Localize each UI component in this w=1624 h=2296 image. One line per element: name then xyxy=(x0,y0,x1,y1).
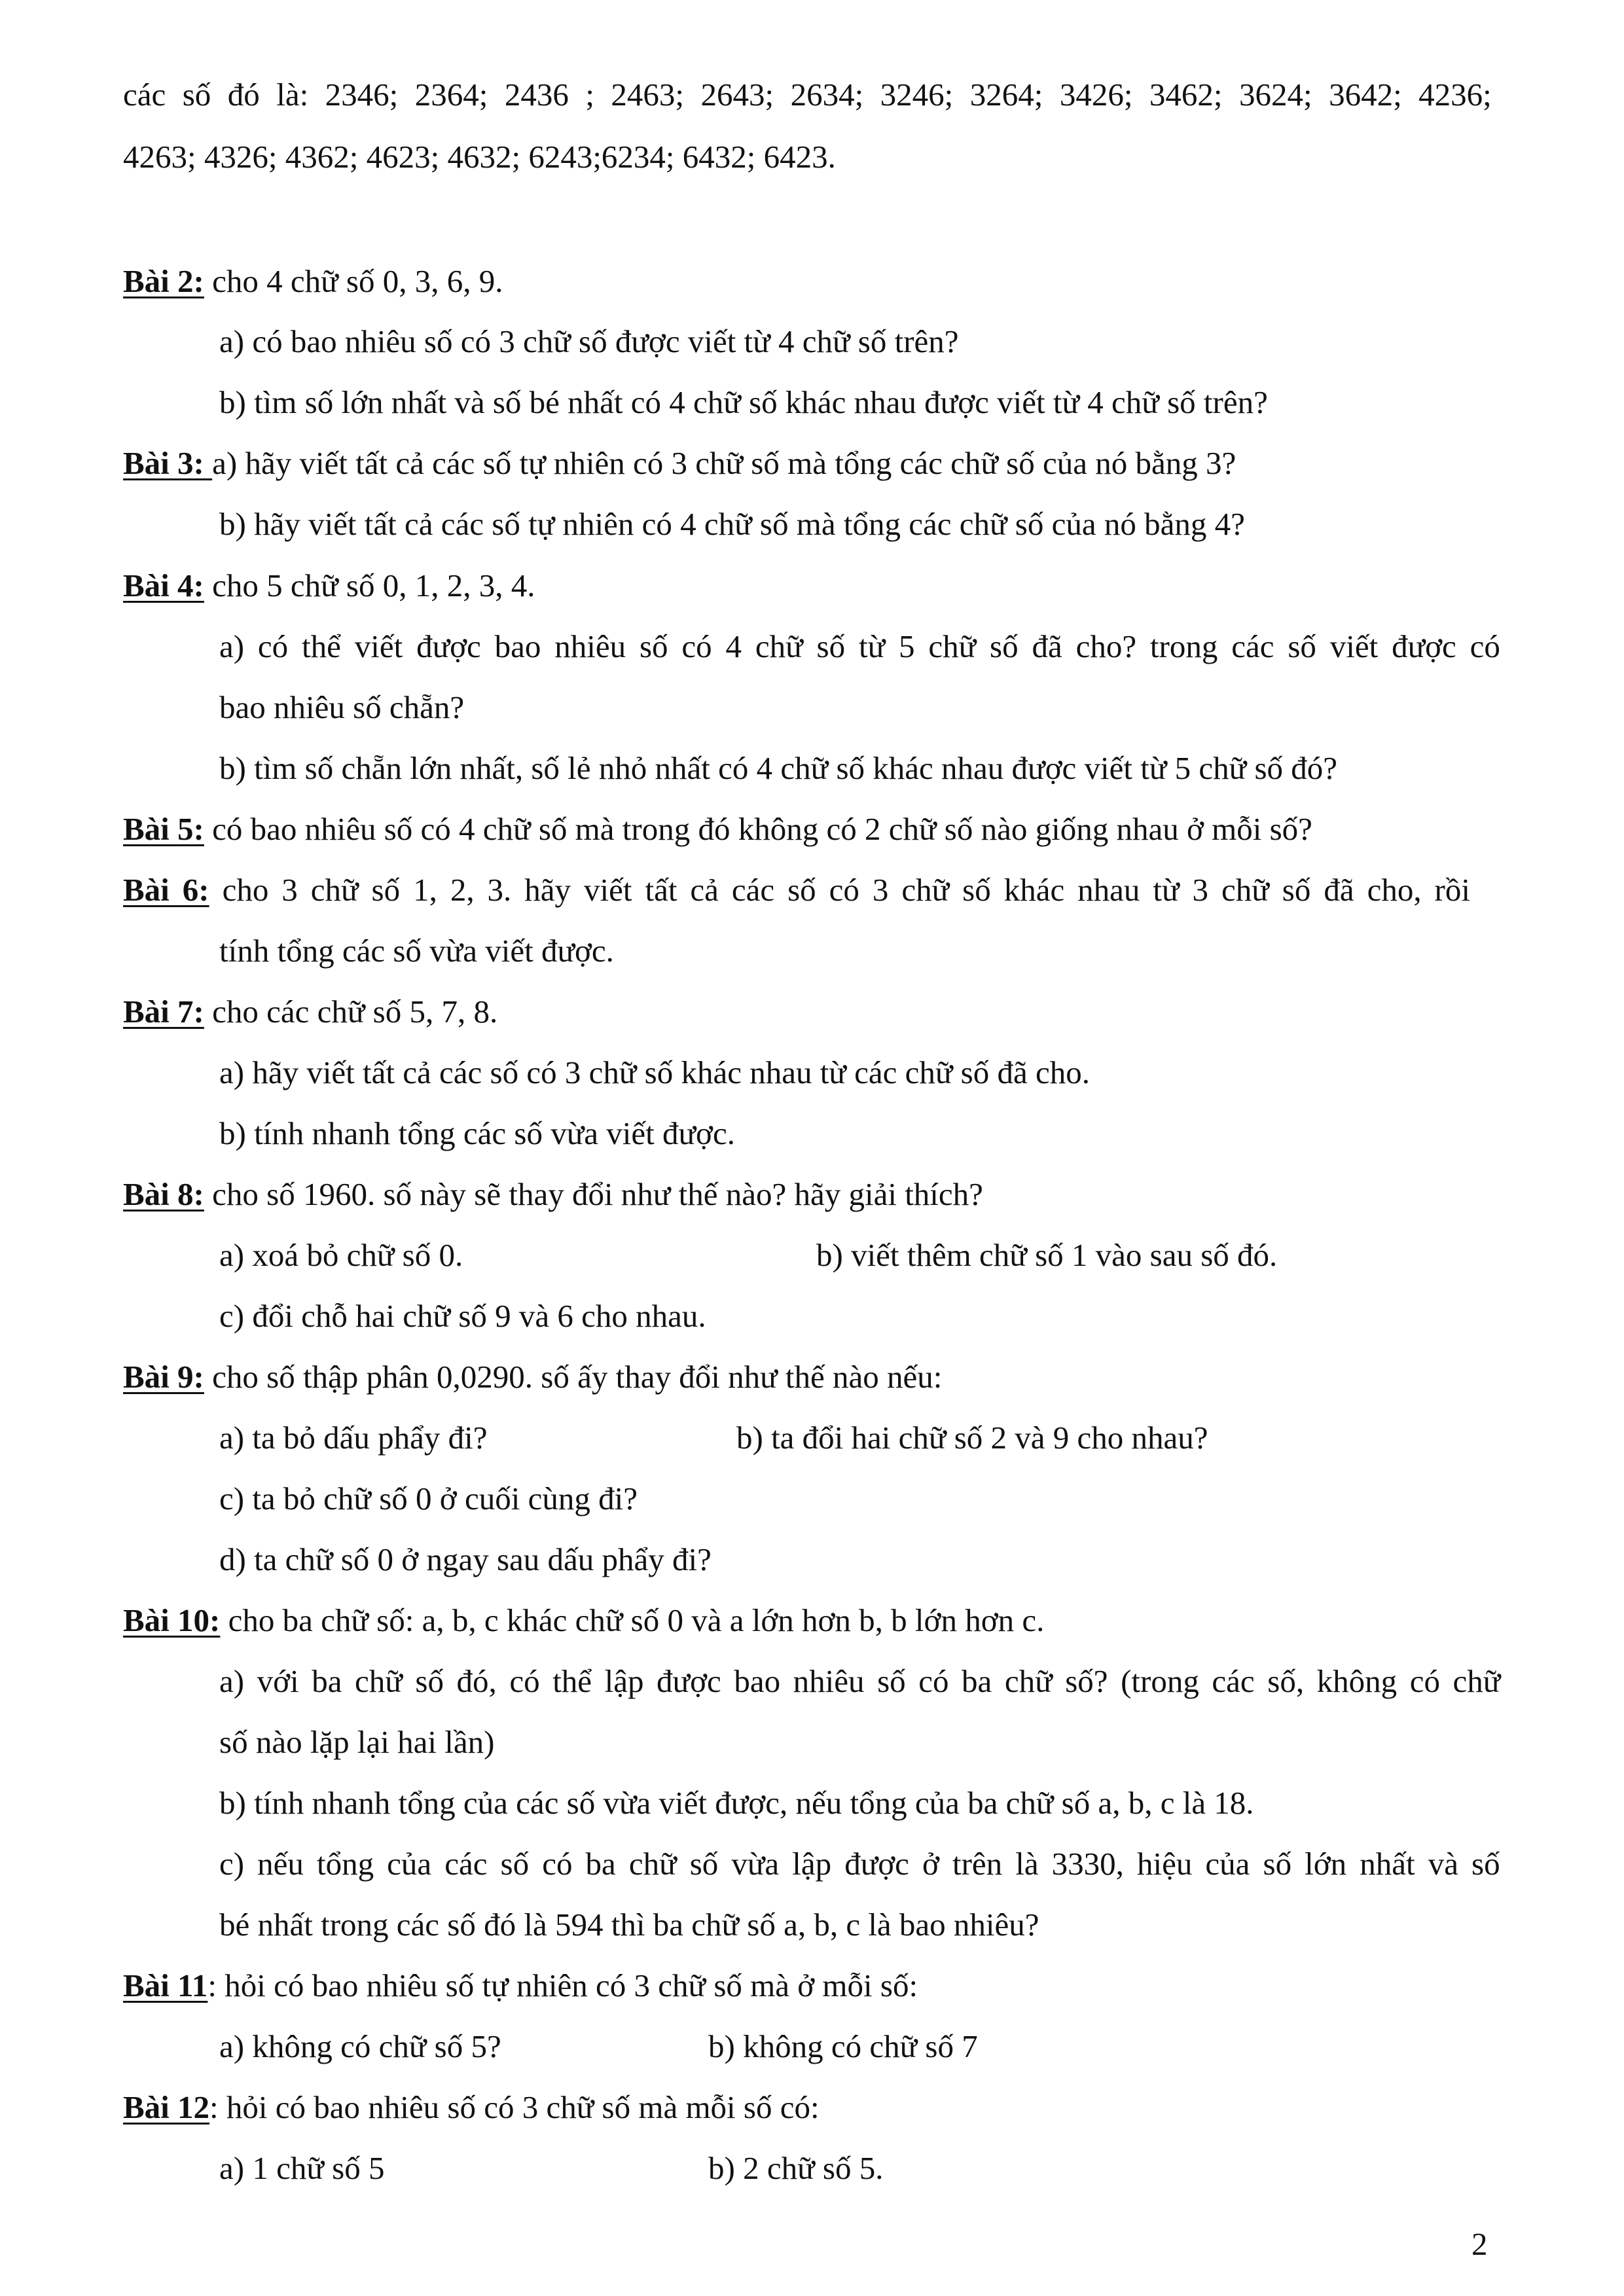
exercise-3-text: a) hãy viết tất cả các số tự nhiên có 3 chữ số mà tổng các chữ số của nó bằng 3? xyxy=(212,445,1236,481)
exercise-4-label: Bài 4: xyxy=(123,567,204,603)
exercise-2-text: cho 4 chữ số 0, 3, 6, 9. xyxy=(204,263,503,299)
exercise-10-label: Bài 10: xyxy=(123,1602,221,1638)
exercise-4-heading xyxy=(123,569,535,601)
exercise-7-part-a: a) hãy viết tất cả các số có 3 chữ số khác nhau từ các chữ số đã cho. xyxy=(219,1054,1090,1090)
exercise-11-text: : hỏi có bao nhiêu số tự nhiên có 3 chữ số mà ở mỗi số: xyxy=(208,1967,918,2003)
exercise-7-label: Bài 7: xyxy=(123,994,204,1030)
exercise-8-part-c: c) đổi chỗ hai chữ số 9 và 6 cho nhau. xyxy=(219,1298,706,1334)
exercise-4-part-a-line-2: bao nhiêu số chẵn? xyxy=(219,689,465,725)
exercise-10-part-a-line-2: số nào lặp lại hai lần) xyxy=(219,1724,495,1760)
exercise-4-part-a-line-1: a) có thể viết được bao nhiêu số có 4 chữ số từ 5 chữ số đã cho? trong các số viết được có xyxy=(219,628,1500,664)
exercise-5-text: có bao nhiêu số có 4 chữ số mà trong đó không có 2 chữ số nào giống nhau ở mỗi số? xyxy=(204,811,1312,847)
exercise-11-heading xyxy=(123,1969,918,2001)
intro-line-2: 4263; 4326; 4362; 4623; 4632; 6243;6234; 6432; 6423. xyxy=(123,139,836,175)
exercise-2-part-a: a) có bao nhiêu số có 3 chữ số được viết từ 4 chữ số trên? xyxy=(219,323,959,359)
exercise-3-label: Bài 3: xyxy=(123,445,213,481)
page-number: 2 xyxy=(1471,2226,1488,2262)
exercise-11-label: Bài 11 xyxy=(123,1967,208,2003)
exercise-6-text: cho 3 chữ số 1, 2, 3. hãy viết tất cả các số có 3 chữ số khác nhau từ 3 chữ số đã cho, rồi xyxy=(209,872,1470,908)
exercise-10-part-b: b) tính nhanh tổng của các số vừa viết được, nếu tổng của ba chữ số a, b, c là 18. xyxy=(219,1785,1254,1821)
exercise-12-part-b: b) 2 chữ số 5. xyxy=(708,2150,884,2186)
exercise-12-heading xyxy=(123,2091,820,2123)
exercise-8-part-b: b) viết thêm chữ số 1 vào sau số đó. xyxy=(816,1237,1278,1273)
exercise-10-part-c-line-2: bé nhất trong các số đó là 594 thì ba chữ số a, b, c là bao nhiêu? xyxy=(219,1907,1039,1943)
exercise-10-heading xyxy=(123,1604,1044,1636)
exercise-7-part-b: b) tính nhanh tổng các số vừa viết được. xyxy=(219,1115,735,1151)
exercise-9-part-a: a) ta bỏ dấu phẩy đi? xyxy=(219,1420,488,1456)
intro-line-1: các số đó là: 2346; 2364; 2436 ; 2463; 2643; 2634; 3246; 3264; 3426; 3462; 3624; 3642; 4236; xyxy=(123,77,1492,113)
exercise-9-heading xyxy=(123,1361,942,1393)
exercise-5-heading xyxy=(123,813,1312,845)
exercise-9-label: Bài 9: xyxy=(123,1359,204,1395)
exercise-6-heading xyxy=(123,874,1470,906)
exercise-10-text: cho ba chữ số: a, b, c khác chữ số 0 và a lớn hơn b, b lớn hơn c. xyxy=(220,1602,1045,1638)
exercise-2-part-b: b) tìm số lớn nhất và số bé nhất có 4 chữ số khác nhau được viết từ 4 chữ số trên? xyxy=(219,384,1268,420)
exercise-6-label: Bài 6: xyxy=(123,872,209,908)
exercise-7-heading xyxy=(123,996,497,1028)
exercise-11-part-b: b) không có chữ số 7 xyxy=(708,2028,978,2064)
exercise-6-text-line-2: tính tổng các số vừa viết được. xyxy=(219,933,614,969)
exercise-9-part-d: d) ta chữ số 0 ở ngay sau dấu phẩy đi? xyxy=(219,1541,712,1577)
exercise-4-part-b: b) tìm số chẵn lớn nhất, số lẻ nhỏ nhất có 4 chữ số khác nhau được viết từ 5 chữ số đó? xyxy=(219,750,1338,786)
exercise-5-label: Bài 5: xyxy=(123,811,204,847)
exercise-8-heading xyxy=(123,1178,983,1210)
exercise-9-text: cho số thập phân 0,0290. số ấy thay đổi như thế nào nếu: xyxy=(204,1359,943,1395)
exercise-3-heading xyxy=(123,447,1236,479)
exercise-9-part-b: b) ta đổi hai chữ số 2 và 9 cho nhau? xyxy=(736,1420,1208,1456)
exercise-3-part-b: b) hãy viết tất cả các số tự nhiên có 4 chữ số mà tổng các chữ số của nó bằng 4? xyxy=(219,506,1245,542)
exercise-8-part-a: a) xoá bỏ chữ số 0. xyxy=(219,1237,463,1273)
exercise-2-heading xyxy=(123,265,503,297)
exercise-2-label: Bài 2: xyxy=(123,263,204,299)
exercise-9-part-c: c) ta bỏ chữ số 0 ở cuối cùng đi? xyxy=(219,1480,638,1516)
exercise-4-text: cho 5 chữ số 0, 1, 2, 3, 4. xyxy=(204,567,535,603)
exercise-10-part-c-line-1: c) nếu tổng của các số có ba chữ số vừa lập được ở trên là 3330, hiệu của số lớn nhất và số xyxy=(219,1846,1500,1882)
exercise-11-part-a: a) không có chữ số 5? xyxy=(219,2028,501,2064)
exercise-12-text: : hỏi có bao nhiêu số có 3 chữ số mà mỗi số có: xyxy=(209,2089,820,2125)
exercise-8-label: Bài 8: xyxy=(123,1176,204,1212)
exercise-8-text: cho số 1960. số này sẽ thay đổi như thế nào? hãy giải thích? xyxy=(204,1176,983,1212)
exercise-12-part-a: a) 1 chữ số 5 xyxy=(219,2150,385,2186)
exercise-10-part-a-line-1: a) với ba chữ số đó, có thể lập được bao nhiêu số có ba chữ số? (trong các số, không có chữ xyxy=(219,1663,1501,1699)
exercise-7-text: cho các chữ số 5, 7, 8. xyxy=(204,994,498,1030)
exercise-12-label: Bài 12 xyxy=(123,2089,210,2125)
